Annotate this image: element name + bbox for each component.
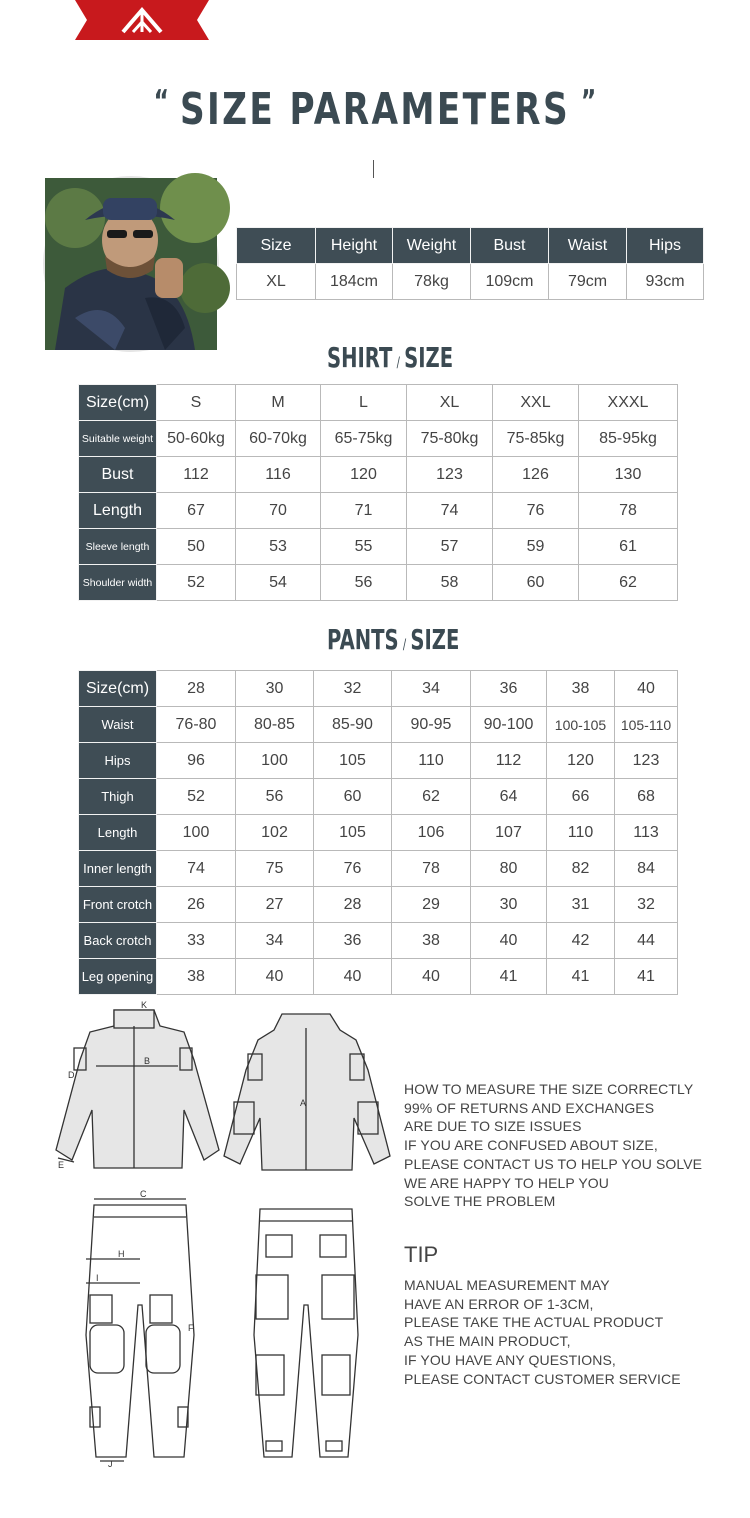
- shirt-row-label: Sleeve length: [79, 529, 157, 565]
- pants-cell: 84: [615, 851, 678, 887]
- note-line: WE ARE HAPPY TO HELP YOU: [404, 1174, 609, 1191]
- note-line: HOW TO MEASURE THE SIZE CORRECTLY: [404, 1081, 694, 1097]
- pants-cell: 90-100: [471, 707, 547, 743]
- pants-cell: 32: [615, 887, 678, 923]
- model-table: [236, 227, 704, 300]
- model-value-cell: 184cm: [316, 264, 393, 300]
- pants-cell: 27: [236, 887, 314, 923]
- pants-cell: 110: [392, 743, 471, 779]
- pants-row-label: Inner length: [79, 851, 157, 887]
- label-b: B: [144, 1056, 151, 1066]
- note-line: ARE DUE TO SIZE ISSUES: [404, 1118, 582, 1135]
- pants-cell: 100: [236, 743, 314, 779]
- shirt-cell: 55: [321, 529, 407, 565]
- pants-row-label: Front crotch: [79, 887, 157, 923]
- shirt-size-cell: XL: [407, 385, 493, 421]
- shirt-cell: 62: [579, 565, 678, 601]
- pants-cell: 41: [615, 959, 678, 995]
- label-f: F: [188, 1323, 194, 1333]
- pants-size-table: [78, 670, 678, 995]
- pants-cell: 74: [157, 851, 236, 887]
- pants-cell: 31: [547, 887, 615, 923]
- pants-cell: 102: [236, 815, 314, 851]
- pants-cell: 100-105: [547, 707, 615, 743]
- shirt-size-cell: L: [321, 385, 407, 421]
- shirt-cell: 53: [236, 529, 321, 565]
- pants-size-cell: 34: [392, 671, 471, 707]
- pants-cell: 110: [547, 815, 615, 851]
- shirt-cell: 120: [321, 457, 407, 493]
- pants-row-label: Thigh: [79, 779, 157, 815]
- shirt-cell: 130: [579, 457, 678, 493]
- shirt-size-cell: XXL: [493, 385, 579, 421]
- shirt-cell: 71: [321, 493, 407, 529]
- pants-cell: 29: [392, 887, 471, 923]
- tip-line: PLEASE TAKE THE ACTUAL PRODUCT: [404, 1314, 664, 1331]
- shirt-cell: 75-80kg: [407, 421, 493, 457]
- tip-line: HAVE AN ERROR OF 1-3CM,: [404, 1295, 594, 1312]
- pants-cell: 56: [236, 779, 314, 815]
- model-value-cell: 93cm: [627, 264, 704, 300]
- pants-cell: 113: [615, 815, 678, 851]
- shirt-row-label: Suitable weight: [79, 421, 157, 457]
- pants-cell: 68: [615, 779, 678, 815]
- pants-size-cell: 36: [471, 671, 547, 707]
- note-line: IF YOU ARE CONFUSED ABOUT SIZE,: [404, 1137, 658, 1154]
- tip-title: TIP: [404, 1242, 439, 1267]
- shirt-cell: 50-60kg: [157, 421, 236, 457]
- pants-cell: 112: [471, 743, 547, 779]
- tip-text: [404, 1276, 681, 1388]
- model-photo: [45, 178, 217, 350]
- model-header-cell: Hips: [627, 228, 704, 264]
- shirt-cell: 67: [157, 493, 236, 529]
- pants-size-cell: 32: [314, 671, 392, 707]
- shirt-cell: 59: [493, 529, 579, 565]
- pants-cell: 34: [236, 923, 314, 959]
- shirt-cell: 112: [157, 457, 236, 493]
- pants-cell: 64: [471, 779, 547, 815]
- shirt-size-cell: M: [236, 385, 321, 421]
- model-header-cell: Waist: [549, 228, 627, 264]
- shirt-cell: 65-75kg: [321, 421, 407, 457]
- model-value-cell: 79cm: [549, 264, 627, 300]
- model-header-cell: Height: [316, 228, 393, 264]
- pants-cell: 76-80: [157, 707, 236, 743]
- divider: [373, 160, 374, 178]
- shirt-cell: 60: [493, 565, 579, 601]
- pants-cell: 60: [314, 779, 392, 815]
- pants-row-label: Leg opening: [79, 959, 157, 995]
- pants-cell: 100: [157, 815, 236, 851]
- note-line: SOLVE THE PROBLEM: [404, 1193, 556, 1210]
- shirt-front-diagram: [44, 1000, 224, 1172]
- label-k: K: [141, 1000, 148, 1010]
- pants-size-cell: 30: [236, 671, 314, 707]
- pants-cell: 40: [471, 923, 547, 959]
- pants-cell: 107: [471, 815, 547, 851]
- shirt-cell: 50: [157, 529, 236, 565]
- shirt-cell: 58: [407, 565, 493, 601]
- pants-cell: 80: [471, 851, 547, 887]
- pants-size-cell: 28: [157, 671, 236, 707]
- pants-cell: 75: [236, 851, 314, 887]
- shirt-cell: 57: [407, 529, 493, 565]
- pants-cell: 38: [157, 959, 236, 995]
- shirt-cell: 116: [236, 457, 321, 493]
- label-a: A: [300, 1098, 307, 1108]
- shirt-cell: 54: [236, 565, 321, 601]
- shirt-cell: 52: [157, 565, 236, 601]
- pants-cell: 40: [236, 959, 314, 995]
- pants-cell: 120: [547, 743, 615, 779]
- shirt-cell: 78: [579, 493, 678, 529]
- tip-line: MANUAL MEASUREMENT MAY: [404, 1277, 610, 1293]
- model-value-cell: 109cm: [471, 264, 549, 300]
- pants-cell: 66: [547, 779, 615, 815]
- model-header-cell: Weight: [393, 228, 471, 264]
- model-header-cell: Bust: [471, 228, 549, 264]
- pants-cell: 36: [314, 923, 392, 959]
- tip-line: AS THE MAIN PRODUCT,: [404, 1333, 571, 1350]
- page-title: “ SIZE PARAMETERS ”: [153, 84, 597, 135]
- pants-cell: 41: [471, 959, 547, 995]
- pants-row-label: Back crotch: [79, 923, 157, 959]
- shirt-cell: 61: [579, 529, 678, 565]
- shirt-cell: 126: [493, 457, 579, 493]
- shirt-size-label: Size(cm): [79, 385, 157, 421]
- pants-cell: 96: [157, 743, 236, 779]
- label-c: C: [140, 1189, 147, 1199]
- label-d: D: [68, 1070, 75, 1080]
- shirt-cell: 123: [407, 457, 493, 493]
- pants-back-diagram: [250, 1205, 362, 1467]
- pants-size-cell: 40: [615, 671, 678, 707]
- note-line: PLEASE CONTACT US TO HELP YOU SOLVE: [404, 1155, 703, 1172]
- pants-cell: 26: [157, 887, 236, 923]
- shirt-cell: 75-85kg: [493, 421, 579, 457]
- pants-cell: 42: [547, 923, 615, 959]
- pants-cell: 33: [157, 923, 236, 959]
- tip-line: PLEASE CONTACT CUSTOMER SERVICE: [404, 1370, 681, 1387]
- pants-size-cell: 38: [547, 671, 615, 707]
- pants-cell: 62: [392, 779, 471, 815]
- pants-cell: 41: [547, 959, 615, 995]
- label-i: I: [96, 1273, 99, 1283]
- shirt-size-table: [78, 384, 678, 601]
- shirt-cell: 85-95kg: [579, 421, 678, 457]
- shirt-cell: 60-70kg: [236, 421, 321, 457]
- shirt-cell: 76: [493, 493, 579, 529]
- pants-row-label: Hips: [79, 743, 157, 779]
- pants-row-label: Length: [79, 815, 157, 851]
- pants-cell: 85-90: [314, 707, 392, 743]
- pants-cell: 30: [471, 887, 547, 923]
- note-line: 99% OF RETURNS AND EXCHANGES: [404, 1099, 655, 1116]
- brand-logo: [75, 0, 209, 40]
- model-value-cell: XL: [237, 264, 316, 300]
- label-j: J: [108, 1459, 113, 1469]
- measure-note: [404, 1080, 702, 1211]
- shirt-size-cell: S: [157, 385, 236, 421]
- pants-cell: 52: [157, 779, 236, 815]
- shirt-back-diagram: [218, 1006, 394, 1172]
- pants-cell: 90-95: [392, 707, 471, 743]
- shirt-cell: 70: [236, 493, 321, 529]
- pants-cell: 40: [392, 959, 471, 995]
- pants-cell: 106: [392, 815, 471, 851]
- pants-cell: 40: [314, 959, 392, 995]
- pants-cell: 82: [547, 851, 615, 887]
- pants-cell: 105: [314, 815, 392, 851]
- shirt-size-title: SHIRT / SIZE: [327, 341, 454, 374]
- tip-line: IF YOU HAVE ANY QUESTIONS,: [404, 1351, 616, 1368]
- label-h: H: [118, 1249, 125, 1259]
- model-value-cell: 78kg: [393, 264, 471, 300]
- pants-cell: 105-110: [615, 707, 678, 743]
- pants-cell: 38: [392, 923, 471, 959]
- pants-cell: 76: [314, 851, 392, 887]
- model-header-cell: Size: [237, 228, 316, 264]
- pants-cell: 28: [314, 887, 392, 923]
- pants-cell: 105: [314, 743, 392, 779]
- pants-size-title: PANTS / SIZE: [327, 623, 460, 656]
- pants-row-label: Waist: [79, 707, 157, 743]
- pants-size-label: Size(cm): [79, 671, 157, 707]
- pants-cell: 123: [615, 743, 678, 779]
- shirt-cell: 74: [407, 493, 493, 529]
- pants-front-diagram: [80, 1189, 200, 1469]
- shirt-row-label: Shoulder width: [79, 565, 157, 601]
- pants-cell: 80-85: [236, 707, 314, 743]
- shirt-cell: 56: [321, 565, 407, 601]
- label-e: E: [58, 1160, 65, 1170]
- pants-cell: 44: [615, 923, 678, 959]
- shirt-row-label: Length: [79, 493, 157, 529]
- shirt-size-cell: XXXL: [579, 385, 678, 421]
- shirt-row-label: Bust: [79, 457, 157, 493]
- pants-cell: 78: [392, 851, 471, 887]
